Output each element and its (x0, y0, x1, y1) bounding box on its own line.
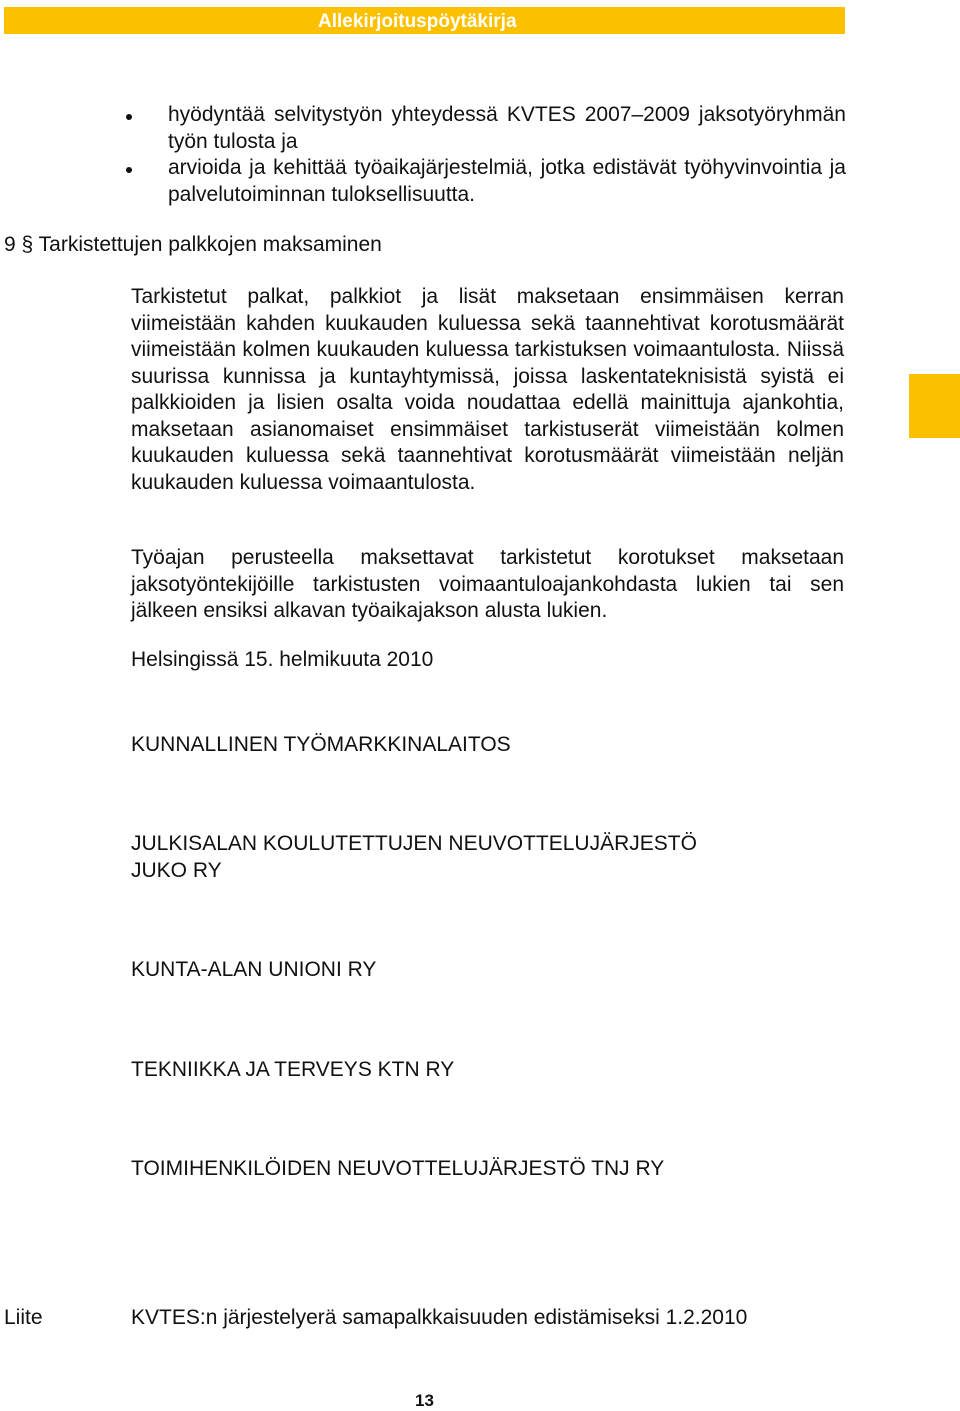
signatory-tekniikka-ja-terveys: TEKNIIKKA JA TERVEYS KTN RY (131, 1058, 455, 1081)
bullet-text: arvioida ja kehittää työaikajärjestelmiä, jotka edistävät työhyvinvointia ja palvelutoiminnan tuloksellisuutta. (168, 156, 846, 206)
header-bar (4, 7, 845, 34)
signatory-juko-ry: JUKO RY (131, 859, 222, 882)
signatory-tnj: TOIMIHENKILÖIDEN NEUVOTTELUJÄRJESTÖ TNJ RY (131, 1157, 665, 1180)
document-title: Allekirjoituspöytäkirja (318, 11, 517, 32)
section-heading: 9 § Tarkistettujen palkkojen maksaminen (4, 233, 382, 256)
bullet-list (111, 102, 846, 208)
bullet-icon (126, 114, 132, 120)
bullet-text: hyödyntää selvitystyön yhteydessä KVTES 2007–2009 jaksotyöryhmän työn tulosta ja (168, 103, 846, 153)
signatory-kunta-alan-unioni: KUNTA-ALAN UNIONI RY (131, 958, 377, 981)
side-tab-marker (909, 374, 960, 438)
signatory-juko: JULKISALAN KOULUTETTUJEN NEUVOTTELUJÄRJESTÖ (131, 832, 697, 855)
signatory-ktm: KUNNALLINEN TYÖMARKKINALAITOS (131, 733, 511, 756)
bullet-icon (126, 167, 132, 173)
page-number: 13 (415, 1391, 434, 1410)
paragraph-shift-workers: Työajan perusteella maksettavat tarkistetut korotukset maksetaan jaksotyöntekijöille tarkistusten voimaantuloajankohdasta lukien tai sen jälkeen ensiksi alkavan työaikajakson alusta lukien. (131, 546, 844, 622)
paragraph-payment-times: Tarkistetut palkat, palkkiot ja lisät maksetaan ensimmäisen kerran viimeistään kahden kuukauden kuluessa sekä taannehtivat korotusmäärät viimeistään kolmen kuukauden kuluessa tarkistuksen voimaantulosta. Niissä suurissa kunnissa ja kuntayhtymissä, joissa laskentateknisistä syistä ei palkkioiden ja lisien osalta voida noudattaa edellä mainittuja ajankohtia, maksetaan asianomaiset ensimmäiset tarkistuserät viimeistään kolmen kuukauden kuluessa sekä taannehtivat korotusmäärät viimeistään neljän kuukauden kuluessa voimaantulosta. (131, 285, 844, 494)
list-item (111, 102, 846, 155)
attachment-text: KVTES:n järjestelyerä samapalkkaisuuden edistämiseksi 1.2.2010 (131, 1306, 748, 1329)
attachment-label: Liite (4, 1306, 43, 1329)
list-item (111, 155, 846, 208)
place-date: Helsingissä 15. helmikuuta 2010 (131, 648, 434, 671)
